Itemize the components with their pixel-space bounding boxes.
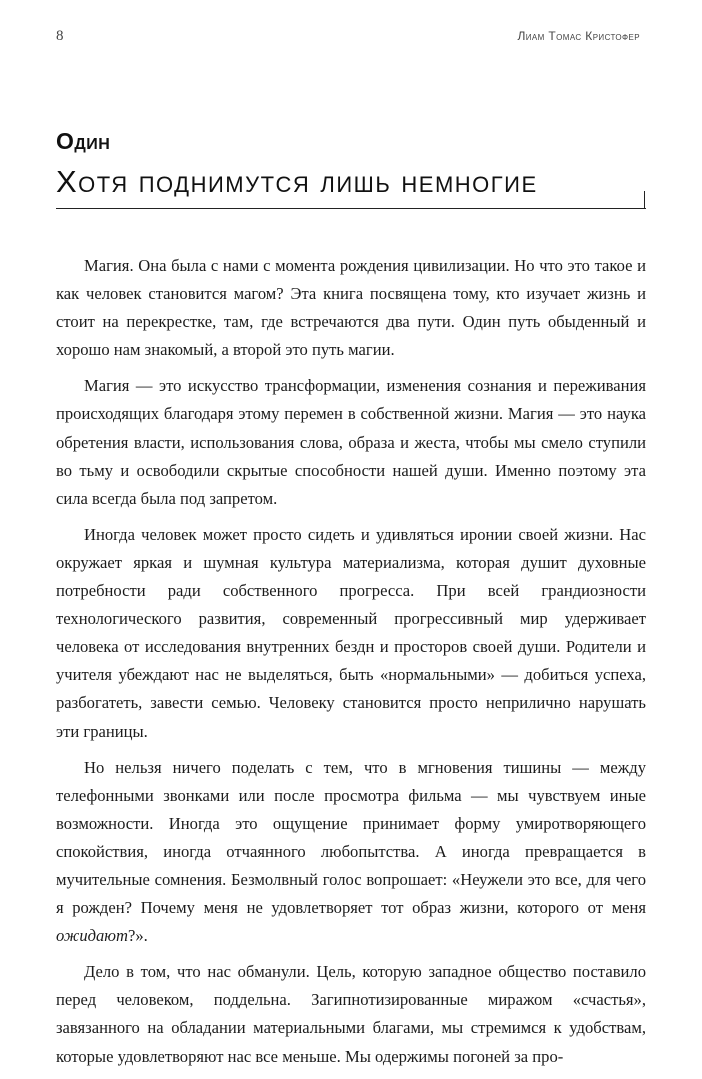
page-number: 8 bbox=[56, 28, 64, 44]
paragraph-4-italic: ожидают bbox=[56, 926, 128, 946]
running-head: Лиам Томас Кристофер bbox=[517, 29, 640, 43]
title-underline-rule bbox=[56, 208, 646, 209]
paragraph-4-tail: ?». bbox=[128, 926, 148, 946]
body-text bbox=[56, 252, 646, 1079]
chapter-number: Один bbox=[56, 128, 111, 154]
chapter-title: Хотя поднимутся лишь немногие bbox=[56, 164, 538, 199]
paragraph-3: Иногда человек может просто сидеть и удивляться иронии своей жизни. Нас окружает яркая и шумная культура материализма, которая душит духовные потребности ради собственного прогресса. При всей грандиозности технологического развития, современный прогрессивный мир удерживает человека от исследования внутренних бездн и просторов своей души. Родители и учителя убеждают нас не выделяться, быть «нормальными» — добиться успеха, разбогатеть, завести семью. Человеку становится просто неприлично нарушать эти границы. bbox=[56, 524, 646, 741]
paragraph-2: Магия — это искусство трансформации, изменения сознания и переживания происходящих благодаря этому перемен в собственной жизни. Магия — это наука обретения власти, использования слова, образа и жеста, чтобы мы смело ступили во тьму и освободили скрытые способности нашей души. Именно поэтому эта сила всегда была под запретом. bbox=[56, 376, 646, 508]
paragraph-5: Дело в том, что нас обманули. Цель, которую западное общество поставило перед человеком, поддельна. Загипнотизированные миражом «счастья», завязанного на обладании материальными благами, мы стремимся к удобствам, которые удовлетворяют нас все меньше. Мы одержимы погоней за про- bbox=[56, 962, 646, 1066]
title-rule-end-mark bbox=[644, 191, 645, 209]
paragraph-4 bbox=[56, 754, 646, 951]
paragraph-4-text: Но нельзя ничего поделать с тем, что в мгновения тишины — между телефонными звонками или после просмотра фильма — мы чувствуем иные возможности. Иногда это ощущение принимает форму умиротворяющего спокойствия, иногда отчаянного любопытства. А иногда превращается в мучительные сомнения. Безмолвный голос вопрошает: «Неужели это все, для чего я рожден? Почему меня не удовлетворяет тот образ жизни, которого от меня bbox=[56, 757, 646, 918]
paragraph-1: Магия. Она была с нами с момента рождения цивилизации. Но что это такое и как человек становится магом? Эта книга посвящена тому, кто изучает жизнь и стоит на перекрестке, там, где встречаются два пути. Один путь обыденный и хорошо нам знакомый, а второй это путь магии. bbox=[56, 256, 646, 360]
